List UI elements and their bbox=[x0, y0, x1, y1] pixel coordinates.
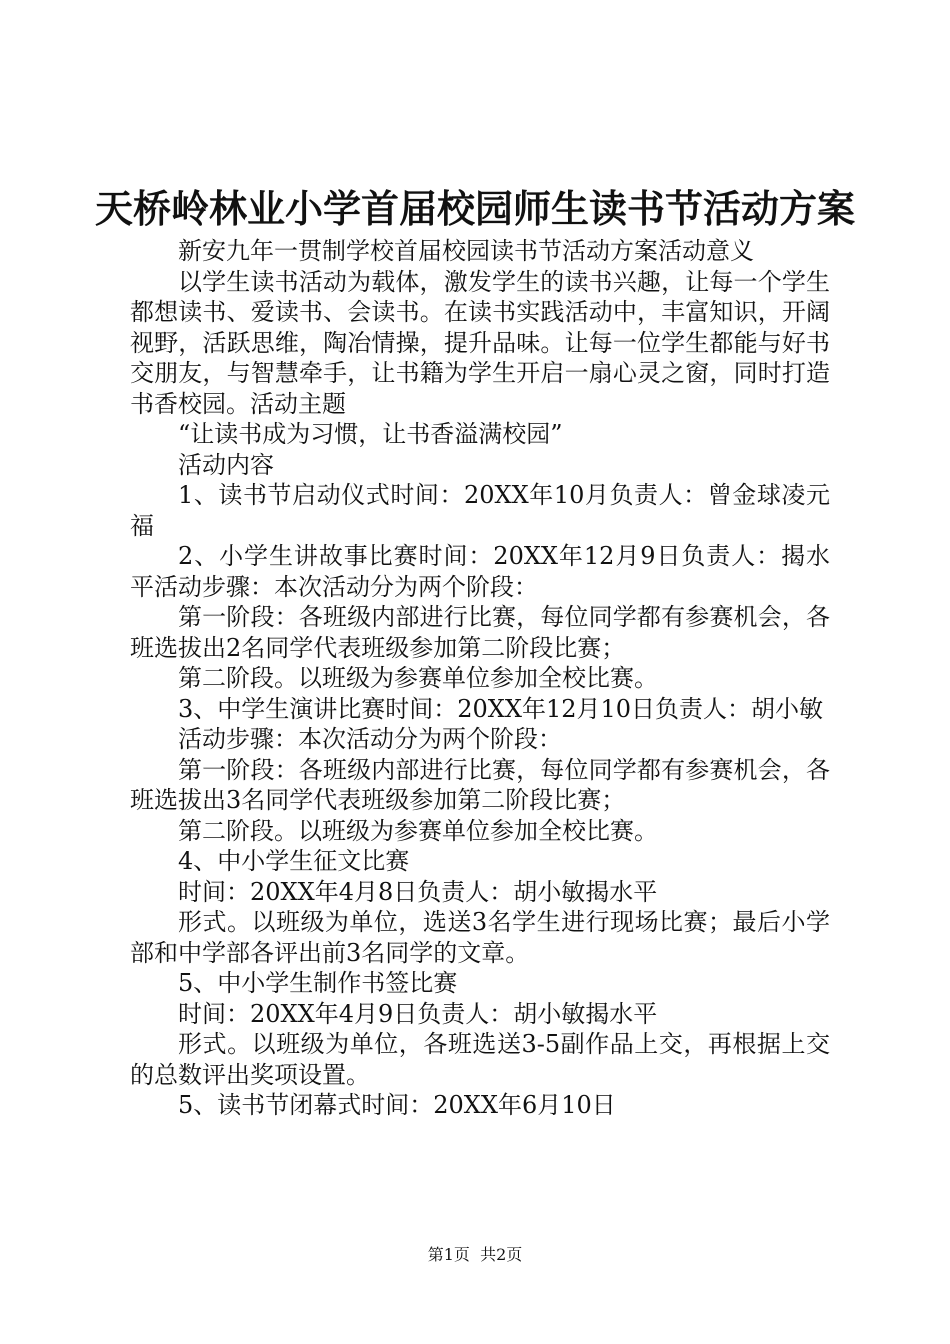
paragraph: 活动内容 bbox=[178, 450, 274, 479]
paragraph: 新安九年一贯制学校首届校园读书节活动方案活动意义 bbox=[178, 237, 754, 265]
paragraph: 5、读书节闭幕式时间：20XX年6月10日 bbox=[178, 1091, 616, 1119]
page-number-current: 第1页 bbox=[427, 1245, 470, 1264]
document-body bbox=[130, 236, 830, 1121]
page-number-total: 共2页 bbox=[480, 1245, 523, 1264]
paragraph: 以学生读书活动为载体，激发学生的读书兴趣，让每一个学生都想读书、爱读书、会读书。在读书实践活动中，丰富知识，开阔视野，活跃思维，陶冶情操，提升品味。让每一位学生都能与好书交朋友，与智慧牵手，让书籍为学生开启一扇心灵之窗，同时打造书香校园。活动主题 bbox=[130, 267, 830, 418]
paragraph: “让读书成为习惯，让书香溢满校园” bbox=[178, 420, 563, 448]
paragraph: 5、中小学生制作书签比赛 bbox=[178, 969, 458, 997]
paragraph: 形式。以班级为单位，选送3名学生进行现场比赛；最后小学部和中学部各评出前3名同学的文章。 bbox=[130, 908, 830, 967]
paragraph: 时间：20XX年4月9日负责人：胡小敏揭水平 bbox=[178, 999, 658, 1028]
paragraph: 第一阶段：各班级内部进行比赛，每位同学都有参赛机会，各班选拔出2名同学代表班级参加第二阶段比赛； bbox=[130, 603, 830, 662]
paragraph: 第二阶段。以班级为参赛单位参加全校比赛。 bbox=[178, 816, 658, 845]
page-footer bbox=[0, 1243, 950, 1267]
paragraph: 第二阶段。以班级为参赛单位参加全校比赛。 bbox=[178, 664, 658, 692]
paragraph: 时间：20XX年4月8日负责人：胡小敏揭水平 bbox=[178, 877, 658, 906]
paragraph: 活动步骤：本次活动分为两个阶段： bbox=[178, 725, 562, 753]
document-title: 天桥岭林业小学首届校园师生读书节活动方案 bbox=[94, 187, 855, 231]
paragraph: 形式。以班级为单位，各班选送3-5副作品上交，再根据上交的总数评出奖项设置。 bbox=[130, 1030, 830, 1089]
paragraph: 第一阶段：各班级内部进行比赛，每位同学都有参赛机会，各班选拔出3名同学代表班级参加第二阶段比赛； bbox=[130, 755, 830, 814]
paragraph: 3、中学生演讲比赛时间：20XX年12月10日负责人：胡小敏 bbox=[178, 694, 824, 723]
paragraph: 1、读书节启动仪式时间：20XX年10月负责人：曾金球凌元福 bbox=[130, 481, 830, 540]
paragraph: 4、中小学生征文比赛 bbox=[178, 847, 410, 875]
paragraph: 2、小学生讲故事比赛时间：20XX年12月9日负责人：揭水平活动步骤：本次活动分为两个阶段： bbox=[130, 542, 830, 601]
